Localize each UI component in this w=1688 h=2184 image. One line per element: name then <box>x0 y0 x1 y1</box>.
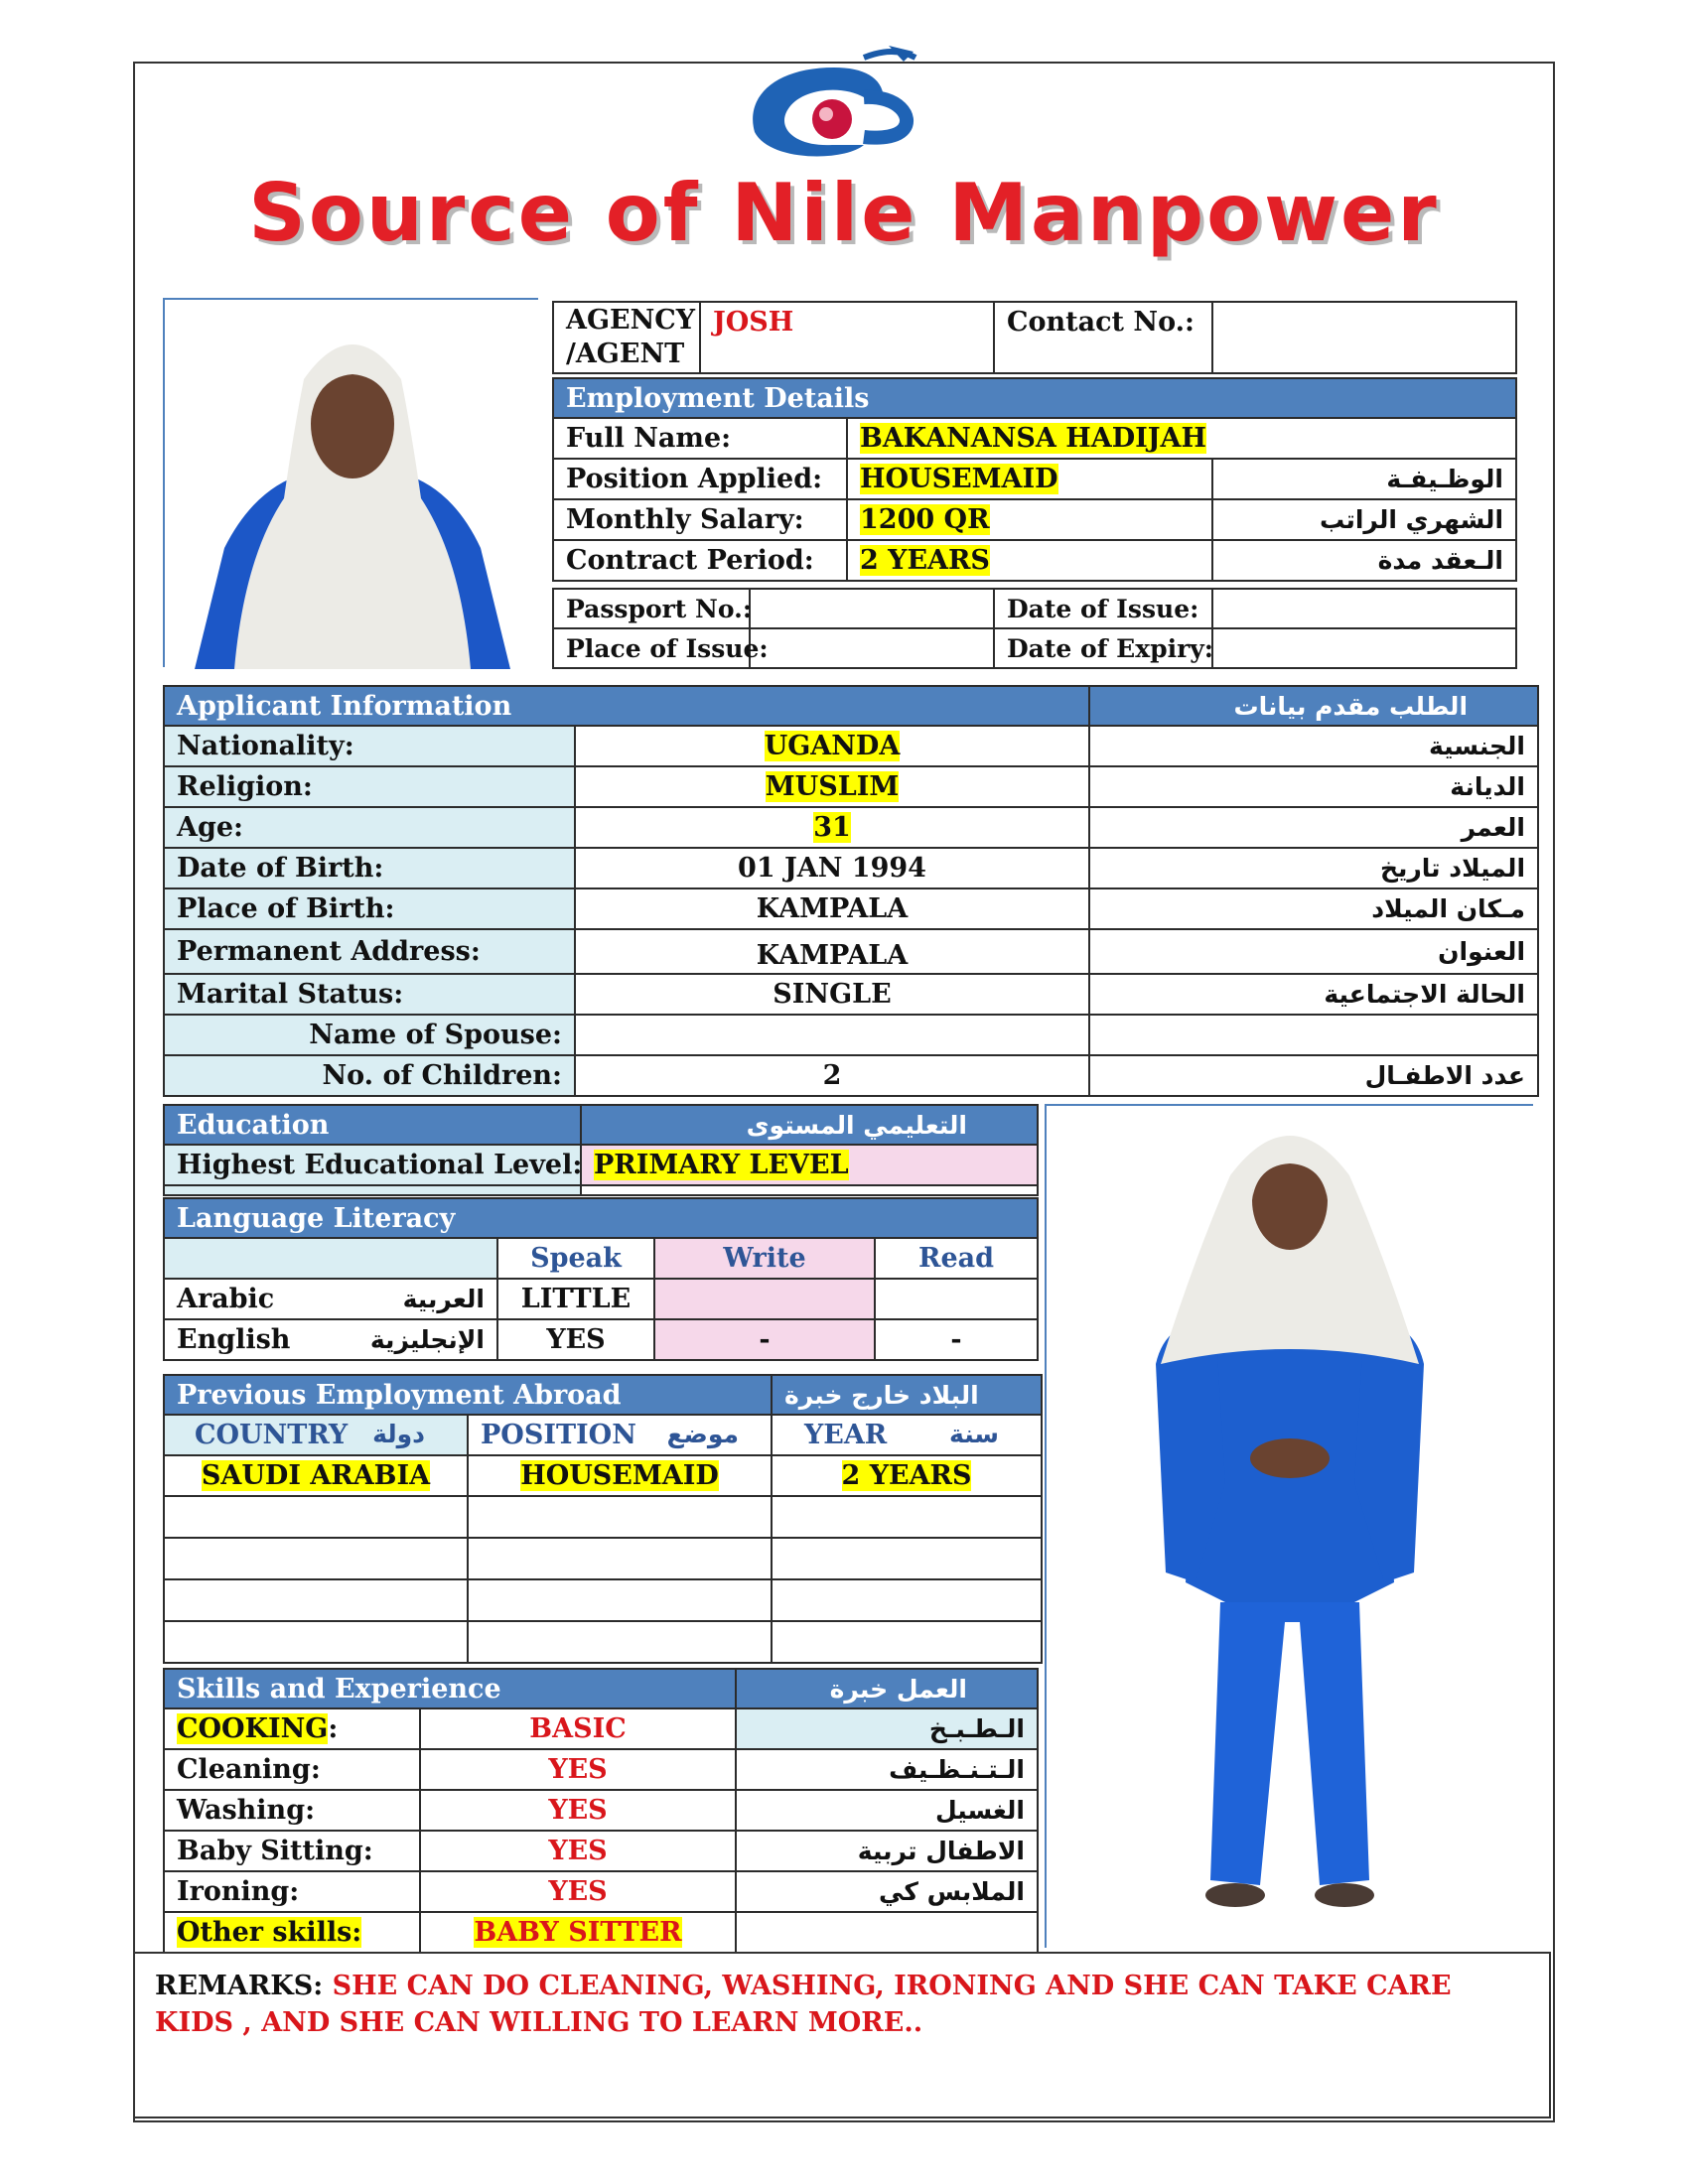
pob-value: KAMPALA <box>575 888 1089 929</box>
position-column-header: POSITION <box>481 1420 636 1450</box>
age-ar: العمر <box>1089 807 1538 848</box>
education-level-label: Highest Educational Level: <box>164 1145 581 1185</box>
agency-value: JOSH <box>700 302 994 373</box>
remarks-box <box>133 1952 1551 2118</box>
agency-table <box>552 301 1517 374</box>
applicant-full-photo <box>1045 1104 1533 1948</box>
nationality-label: Nationality: <box>164 726 575 766</box>
passport-number <box>750 589 994 628</box>
agency-label: AGENCY /AGENT <box>553 302 700 373</box>
globe-logo-icon <box>715 38 953 167</box>
arabic-write <box>654 1279 875 1319</box>
remarks-text: SHE CAN DO CLEANING, WASHING, IRONING AND SHE CAN TAKE CARE KIDS , AND SHE CAN WILLING TO LEARN MORE.. <box>155 1971 1452 2038</box>
prev-country: SAUDI ARABIA <box>201 1460 431 1491</box>
education-header: Education <box>164 1105 581 1145</box>
ironing-value: YES <box>420 1871 736 1912</box>
arabic-label-ar: العربية <box>382 1279 497 1319</box>
country-column-header-ar: دولة <box>372 1420 425 1448</box>
salary-value: 1200 QR <box>860 504 990 535</box>
address-ar: العنوان <box>1089 929 1538 974</box>
skills-table <box>163 1668 1039 1954</box>
contact-label: Contact No.: <box>994 302 1212 373</box>
education-table <box>163 1104 1039 1196</box>
year-column-header-ar: سنة <box>949 1420 999 1448</box>
country-column-header: COUNTRY <box>195 1420 349 1450</box>
full-name-label: Full Name: <box>553 418 847 459</box>
prev-position: HOUSEMAID <box>520 1460 719 1491</box>
passport-number-label: Passport No.: <box>553 589 750 628</box>
table-row <box>164 1496 1042 1538</box>
education-level-value: PRIMARY LEVEL <box>594 1150 849 1180</box>
age-label: Age: <box>164 807 575 848</box>
skills-header-ar: العمل خبرة <box>736 1669 1038 1708</box>
employment-table <box>552 377 1517 582</box>
dob-label: Date of Birth: <box>164 848 575 888</box>
full-name-value: BAKANANSA HADIJAH <box>860 423 1206 454</box>
full-body-photo-icon <box>1047 1106 1535 1950</box>
spouse-label: Name of Spouse: <box>164 1015 575 1055</box>
contact-value <box>1212 302 1516 373</box>
children-ar: عدد الاطفـال <box>1089 1055 1538 1096</box>
spouse-value <box>575 1015 1089 1055</box>
employment-header: Employment Details <box>553 378 1516 418</box>
portrait-photo-icon <box>165 300 540 669</box>
arabic-speak: LITTLE <box>497 1279 654 1319</box>
nationality-value: UGANDA <box>764 731 901 761</box>
age-value: 31 <box>813 812 851 843</box>
other-skills-ar <box>736 1912 1038 1953</box>
issue-date-label: Date of Issue: <box>994 589 1212 628</box>
spouse-ar <box>1089 1015 1538 1055</box>
previous-header: Previous Employment Abroad <box>164 1375 772 1415</box>
place-of-issue <box>750 628 994 668</box>
expiry-date <box>1212 628 1516 668</box>
washing-ar: الغسيل <box>736 1790 1038 1831</box>
cooking-value: BASIC <box>420 1708 736 1749</box>
position-value: HOUSEMAID <box>860 464 1058 494</box>
other-skills-value: BABY SITTER <box>474 1917 682 1948</box>
cooking-label: COOKING <box>177 1713 329 1744</box>
arabic-label: Arabic <box>164 1279 382 1319</box>
religion-value: MUSLIM <box>765 771 900 802</box>
year-column-header: YEAR <box>804 1420 888 1450</box>
applicant-table <box>163 685 1539 1097</box>
salary-ar: الشهري الراتب <box>1212 499 1516 540</box>
write-column-header: Write <box>654 1238 875 1279</box>
english-label-ar: الإنجليزية <box>382 1319 497 1360</box>
read-column-header: Read <box>875 1238 1038 1279</box>
contract-value: 2 YEARS <box>860 545 990 576</box>
expiry-date-label: Date of Expiry: <box>994 628 1212 668</box>
education-header-ar: التعليمي المستوى <box>581 1105 1038 1145</box>
children-value: 2 <box>575 1055 1089 1096</box>
ironing-label: Ironing: <box>164 1871 420 1912</box>
pob-label: Place of Birth: <box>164 888 575 929</box>
english-label: English <box>164 1319 382 1360</box>
position-label: Position Applied: <box>553 459 847 499</box>
english-speak: YES <box>497 1319 654 1360</box>
contract-label: Contract Period: <box>553 540 847 581</box>
language-table <box>163 1197 1039 1361</box>
place-of-issue-label: Place of Issue: <box>553 628 750 668</box>
ironing-ar: الملابس كي <box>736 1871 1038 1912</box>
baby-sitting-ar: الاطفال تربية <box>736 1831 1038 1871</box>
applicant-portrait <box>163 298 538 667</box>
children-label: No. of Children: <box>164 1055 575 1096</box>
address-label: Permanent Address: <box>164 929 575 974</box>
speak-column-header: Speak <box>497 1238 654 1279</box>
cooking-ar: الـطـبـخ <box>736 1708 1038 1749</box>
address-value: KAMPALA <box>575 929 1089 974</box>
remarks-label: REMARKS: <box>155 1971 324 2001</box>
passport-table <box>552 588 1517 669</box>
dob-value: 01 JAN 1994 <box>575 848 1089 888</box>
religion-label: Religion: <box>164 766 575 807</box>
skills-header: Skills and Experience <box>164 1669 736 1708</box>
applicant-header: Applicant Information <box>164 686 1089 726</box>
english-read: - <box>875 1319 1038 1360</box>
prev-year: 2 YEARS <box>841 1460 972 1491</box>
other-skills-label: Other skills: <box>177 1917 362 1948</box>
applicant-header-ar: الطلب مقدم بيانات <box>1089 686 1538 726</box>
table-row <box>164 1621 1042 1663</box>
cleaning-value: YES <box>420 1749 736 1790</box>
english-write: - <box>654 1319 875 1360</box>
marital-label: Marital Status: <box>164 974 575 1015</box>
baby-sitting-value: YES <box>420 1831 736 1871</box>
salary-label: Monthly Salary: <box>553 499 847 540</box>
issue-date <box>1212 589 1516 628</box>
table-row <box>164 1579 1042 1621</box>
arabic-read <box>875 1279 1038 1319</box>
nationality-ar: الجنسية <box>1089 726 1538 766</box>
cooking-label-colon: : <box>328 1713 339 1744</box>
company-name: Source of Nile Manpower <box>248 167 1440 259</box>
position-column-header-ar: موضع <box>666 1420 739 1448</box>
washing-value: YES <box>420 1790 736 1831</box>
cleaning-label: Cleaning: <box>164 1749 420 1790</box>
previous-employment-table <box>163 1374 1043 1664</box>
religion-ar: الديانة <box>1089 766 1538 807</box>
marital-ar: الحالة الاجتماعية <box>1089 974 1538 1015</box>
dob-ar: الميلاد تاريخ <box>1089 848 1538 888</box>
marital-value: SINGLE <box>575 974 1089 1015</box>
baby-sitting-label: Baby Sitting: <box>164 1831 420 1871</box>
washing-label: Washing: <box>164 1790 420 1831</box>
contract-ar: الـعقد مدة <box>1212 540 1516 581</box>
position-ar: الوظـيفـة <box>1212 459 1516 499</box>
cleaning-ar: الـتـنـظـيف <box>736 1749 1038 1790</box>
previous-header-ar: البلاد خارج خبرة <box>772 1375 1042 1415</box>
table-row <box>164 1538 1042 1579</box>
pob-ar: مـكان الميلاد <box>1089 888 1538 929</box>
language-header: Language Literacy <box>164 1198 1038 1238</box>
